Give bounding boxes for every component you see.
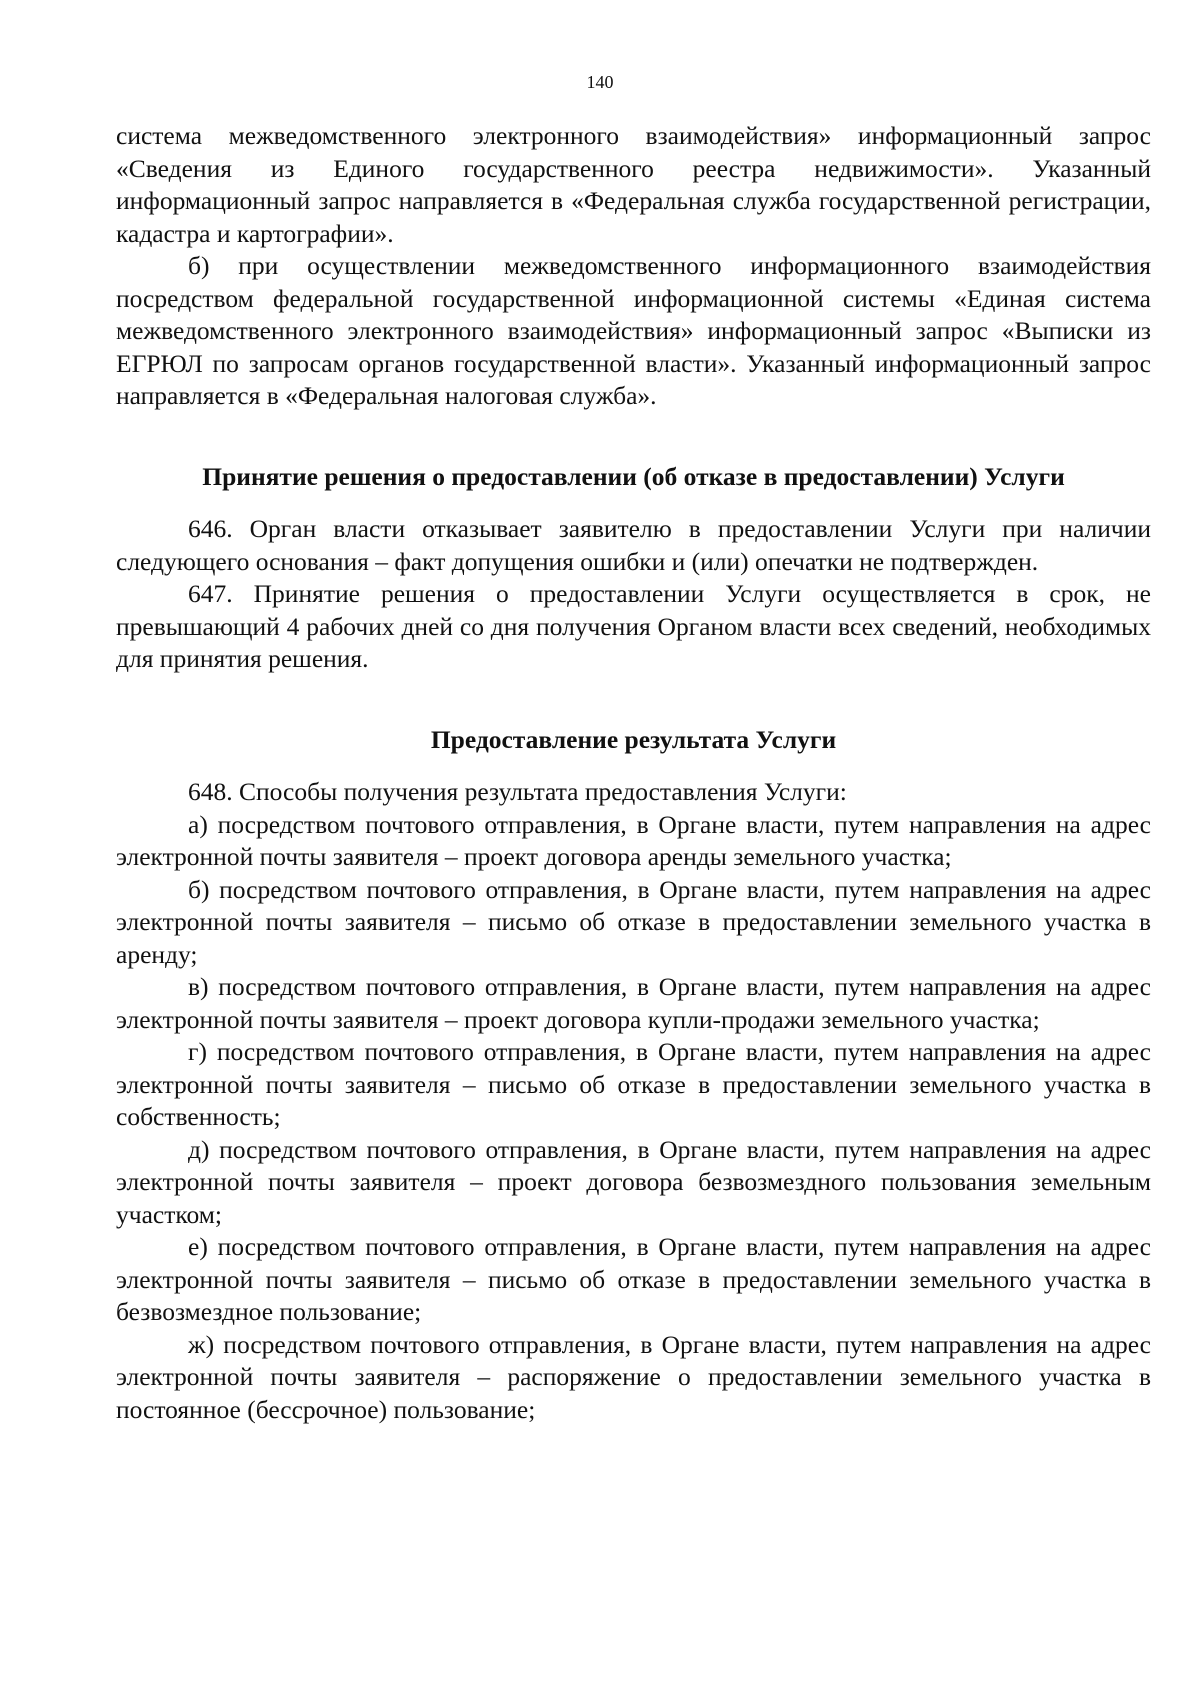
paragraph-648: 648. Способы получения результата предоставления Услуги: xyxy=(188,777,847,806)
intro-item-b: б) при осуществлении межведомственного информационного взаимодействия посредством федеральной государственной информационной системы «Единая система межведомственного электронного взаимодействия» информационный запрос «Выписки из ЕГРЮЛ по запросам органов государственной власти». Указанный информационный запрос направляется в «Федеральная налоговая служба». xyxy=(116,251,1151,410)
section-decision-title: Принятие решения о предоставлении (об отказе в предоставлении) Услуги xyxy=(202,461,1065,491)
list-item-zh: ж) посредством почтового отправления, в Органе власти, путем направления на адрес электронной почты заявителя – распоряжение о предоставлении земельного участка в постоянное (бессрочное) пользование; xyxy=(116,1329,1151,1424)
list-item-d: д) посредством почтового отправления, в Органе власти, путем направления на адрес электронной почты заявителя – проект договора безвозмездного пользования земельным участком; xyxy=(116,1134,1151,1229)
document-body xyxy=(116,120,1151,1426)
section-result-title: Предоставление результата Услуги xyxy=(430,724,837,754)
paragraph-646: 646. Орган власти отказывает заявителю в предоставлении Услуги при наличии следующего основания – факт допущения ошибки и (или) опечатки не подтвержден. xyxy=(116,514,1151,576)
list-item-a: а) посредством почтового отправления, в Органе власти, путем направления на адрес электронной почты заявителя – проект договора аренды земельного участка; xyxy=(116,809,1151,871)
list-item-g: г) посредством почтового отправления, в Органе власти, путем направления на адрес электронной почты заявителя – письмо об отказе в предоставлении земельного участка в собственность; xyxy=(116,1037,1151,1131)
list-item-v: в) посредством почтового отправления, в Органе власти, путем направления на адрес электронной почты заявителя – проект договора купли-продажи земельного участка; xyxy=(116,972,1151,1034)
list-item-e: е) посредством почтового отправления, в Органе власти, путем направления на адрес электронной почты заявителя – письмо об отказе в предоставлении земельного участка в безвозмездное пользование; xyxy=(116,1232,1151,1326)
list-item-b: б) посредством почтового отправления, в Органе власти, путем направления на адрес электронной почты заявителя – письмо об отказе в предоставлении земельного участка в аренду; xyxy=(116,874,1151,969)
paragraph-647: 647. Принятие решения о предоставлении Услуги осуществляется в срок, не превышающий 4 рабочих дней со дня получения Органом власти всех сведений, необходимых для принятия решения. xyxy=(116,579,1151,673)
intro-continuation: система межведомственного электронного взаимодействия» информационный запрос «Сведения из Единого государственного реестра недвижимости». Указанный информационный запрос направляется в «Федеральная служба государственной регистрации, кадастра и картографии». xyxy=(116,121,1151,248)
page-number: 140 xyxy=(586,72,614,92)
